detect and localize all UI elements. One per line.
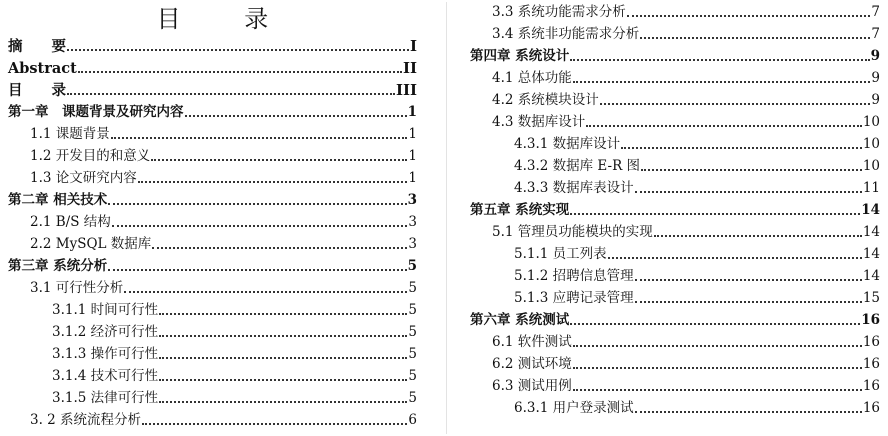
- toc-entry-page: 14: [861, 202, 880, 218]
- toc-entry[interactable]: [8, 232, 417, 254]
- toc-entry[interactable]: [8, 298, 417, 320]
- toc-entry[interactable]: [470, 88, 880, 110]
- toc-entry[interactable]: [8, 276, 417, 298]
- toc-entry-page: 10: [862, 136, 880, 152]
- toc-entry-page: 14: [862, 268, 880, 284]
- dot-leader: [573, 367, 862, 369]
- toc-entry-title: 2.1 B/S 结构: [30, 214, 111, 230]
- dot-leader: [159, 357, 407, 359]
- toc-entry-page: 16: [862, 356, 880, 372]
- dot-leader: [78, 71, 402, 73]
- toc-entry-title: 4.3.3 数据库表设计: [514, 180, 634, 196]
- toc-entry-title: 第五章 系统实现: [470, 202, 570, 218]
- toc-entry-page: 5: [408, 368, 417, 384]
- toc-entry-title: 3.3 系统功能需求分析: [492, 4, 626, 20]
- toc-left-column: [8, 0, 417, 430]
- dot-leader: [67, 49, 409, 51]
- toc-entry[interactable]: [8, 386, 417, 408]
- toc-entry[interactable]: [8, 144, 417, 166]
- toc-entry[interactable]: [8, 34, 417, 56]
- dot-leader: [654, 235, 862, 237]
- toc-entry[interactable]: [8, 188, 417, 210]
- toc-entry[interactable]: [470, 220, 880, 242]
- dot-leader: [570, 213, 860, 215]
- dot-leader: [573, 389, 862, 391]
- toc-entry-title: 第六章 系统测试: [470, 312, 570, 328]
- toc-entry[interactable]: [8, 320, 417, 342]
- toc-entry[interactable]: [8, 100, 417, 122]
- dot-leader: [635, 191, 862, 193]
- toc-entry[interactable]: [470, 198, 880, 220]
- toc-entry[interactable]: [470, 374, 880, 396]
- dot-leader: [159, 401, 407, 403]
- dot-leader: [641, 169, 862, 171]
- toc-list-left: [8, 34, 417, 430]
- toc-entry[interactable]: [470, 22, 880, 44]
- dot-leader: [573, 345, 862, 347]
- toc-entry[interactable]: [8, 56, 417, 78]
- toc-entry-title: 目 录: [8, 82, 66, 99]
- toc-entry[interactable]: [470, 110, 880, 132]
- toc-entry[interactable]: [8, 78, 417, 100]
- toc-entry-title: 1.3 论文研究内容: [30, 170, 137, 186]
- toc-entry-page: 15: [862, 290, 880, 306]
- toc-entry-page: 9: [870, 48, 880, 64]
- toc-entry-page: 1: [408, 126, 417, 142]
- dot-leader: [111, 137, 408, 139]
- toc-entry-title: 4.3.1 数据库设计: [514, 136, 621, 152]
- dot-leader: [185, 115, 407, 117]
- toc-entry[interactable]: [8, 342, 417, 364]
- toc-entry-title: 第二章 相关技术: [8, 192, 108, 208]
- toc-entry[interactable]: [470, 44, 880, 66]
- dot-leader: [151, 159, 407, 161]
- toc-entry-title: 6.1 软件测试: [492, 334, 572, 350]
- toc-entry-title: 3.1.5 法律可行性: [52, 390, 159, 406]
- dot-leader: [635, 301, 862, 303]
- dot-leader: [608, 257, 862, 259]
- dot-leader: [138, 181, 408, 183]
- page-title: 目 录: [156, 5, 297, 33]
- toc-entry[interactable]: [470, 176, 880, 198]
- toc-entry-page: 11: [862, 180, 880, 196]
- toc-entry[interactable]: [8, 408, 417, 430]
- toc-entry[interactable]: [8, 364, 417, 386]
- toc-entry[interactable]: [470, 330, 880, 352]
- toc-entry-page: 1: [408, 170, 417, 186]
- dot-leader: [152, 247, 407, 249]
- dot-leader: [635, 279, 862, 281]
- toc-entry-page: 5: [408, 324, 417, 340]
- toc-entry-title: 5.1.1 员工列表: [514, 246, 607, 262]
- toc-entry[interactable]: [470, 352, 880, 374]
- toc-entry-title: 6.3.1 用户登录测试: [514, 400, 634, 416]
- toc-entry-title: 2.2 MySQL 数据库: [30, 236, 152, 252]
- dot-leader: [640, 37, 870, 39]
- toc-entry-page: 1: [407, 104, 417, 120]
- toc-entry-page: II: [402, 59, 417, 77]
- toc-entry-title: 3.1.1 时间可行性: [52, 302, 159, 318]
- dot-leader: [635, 411, 862, 413]
- dot-leader: [142, 423, 407, 425]
- toc-entry-title: 第一章 课题背景及研究内容: [8, 104, 184, 120]
- toc-entry[interactable]: [470, 0, 880, 22]
- toc-entry-page: 7: [871, 26, 880, 42]
- toc-entry-title: 3.4 系统非功能需求分析: [492, 26, 640, 42]
- toc-entry[interactable]: [470, 242, 880, 264]
- dot-leader: [159, 379, 407, 381]
- toc-entry-title: 1.1 课题背景: [30, 126, 110, 142]
- dot-leader: [570, 323, 860, 325]
- dot-leader: [108, 203, 406, 205]
- toc-entry-title: Abstract: [8, 60, 77, 77]
- toc-entry-title: 3.1 可行性分析: [30, 280, 124, 296]
- toc-entry-title: 3.1.3 操作可行性: [52, 346, 159, 362]
- dot-leader: [124, 291, 407, 293]
- toc-entry-title: 1.2 开发目的和意义: [30, 148, 151, 164]
- toc-entry[interactable]: [470, 264, 880, 286]
- toc-entry[interactable]: [8, 210, 417, 232]
- toc-entry-page: 7: [871, 4, 880, 20]
- toc-entry-title: 4.3 数据库设计: [492, 114, 586, 130]
- dot-leader: [600, 103, 871, 105]
- toc-entry-page: 14: [862, 224, 880, 240]
- toc-entry-page: 3: [408, 236, 417, 252]
- toc-entry-page: 1: [408, 148, 417, 164]
- toc-entry[interactable]: [470, 308, 880, 330]
- toc-entry[interactable]: [470, 66, 880, 88]
- toc-entry[interactable]: [470, 154, 880, 176]
- toc-entry-title: 5.1 管理员功能模块的实现: [492, 224, 653, 240]
- toc-entry-title: 6.2 测试环境: [492, 356, 572, 372]
- toc-entry-page: 5: [408, 302, 417, 318]
- toc-entry-page: 3: [408, 214, 417, 230]
- toc-entry-page: 14: [862, 246, 880, 262]
- toc-entry[interactable]: [8, 122, 417, 144]
- toc-entry-page: 10: [862, 114, 880, 130]
- toc-entry[interactable]: [470, 286, 880, 308]
- toc-entry-title: 3. 2 系统流程分析: [30, 412, 142, 428]
- toc-entry-title: 4.1 总体功能: [492, 70, 572, 86]
- toc-entry-page: 16: [862, 378, 880, 394]
- toc-entry-page: III: [395, 81, 417, 99]
- toc-entry-page: I: [409, 37, 417, 55]
- toc-entry-page: 9: [871, 70, 880, 86]
- toc-entry[interactable]: [470, 396, 880, 418]
- toc-entry-page: 5: [407, 258, 417, 274]
- toc-entry-title: 3.1.4 技术可行性: [52, 368, 159, 384]
- toc-entry-title: 第三章 系统分析: [8, 258, 108, 274]
- toc-entry[interactable]: [8, 166, 417, 188]
- dot-leader: [159, 313, 407, 315]
- dot-leader: [159, 335, 407, 337]
- dot-leader: [112, 225, 408, 227]
- toc-entry-title: 5.1.2 招聘信息管理: [514, 268, 634, 284]
- dot-leader: [573, 81, 871, 83]
- dot-leader: [108, 269, 406, 271]
- toc-entry-page: 6: [408, 412, 417, 428]
- toc-entry-title: 4.2 系统模块设计: [492, 92, 599, 108]
- toc-entry-title: 第四章 系统设计: [470, 48, 570, 64]
- toc-entry-page: 5: [408, 346, 417, 362]
- toc-entry[interactable]: [470, 132, 880, 154]
- toc-entry-page: 3: [407, 192, 417, 208]
- toc-entry-page: 16: [862, 334, 880, 350]
- toc-entry-title: 4.3.2 数据库 E-R 图: [514, 158, 641, 174]
- dot-leader: [621, 147, 862, 149]
- toc-list-right: [470, 0, 880, 418]
- toc-entry-page: 5: [408, 390, 417, 406]
- column-divider: [446, 2, 447, 434]
- dot-leader: [586, 125, 862, 127]
- toc-entry-page: 16: [862, 400, 880, 416]
- toc-right-column: [470, 0, 880, 418]
- dot-leader: [570, 59, 869, 61]
- dot-leader: [627, 15, 871, 17]
- toc-entry-title: 5.1.3 应聘记录管理: [514, 290, 634, 306]
- toc-entry-title: 3.1.2 经济可行性: [52, 324, 159, 340]
- toc-entry-page: 10: [862, 158, 880, 174]
- dot-leader: [67, 93, 395, 95]
- toc-entry-title: 6.3 测试用例: [492, 378, 572, 394]
- toc-entry-page: 5: [408, 280, 417, 296]
- toc-entry[interactable]: [8, 254, 417, 276]
- toc-entry-page: 9: [871, 92, 880, 108]
- toc-entry-page: 16: [861, 312, 880, 328]
- toc-entry-title: 摘 要: [8, 38, 66, 55]
